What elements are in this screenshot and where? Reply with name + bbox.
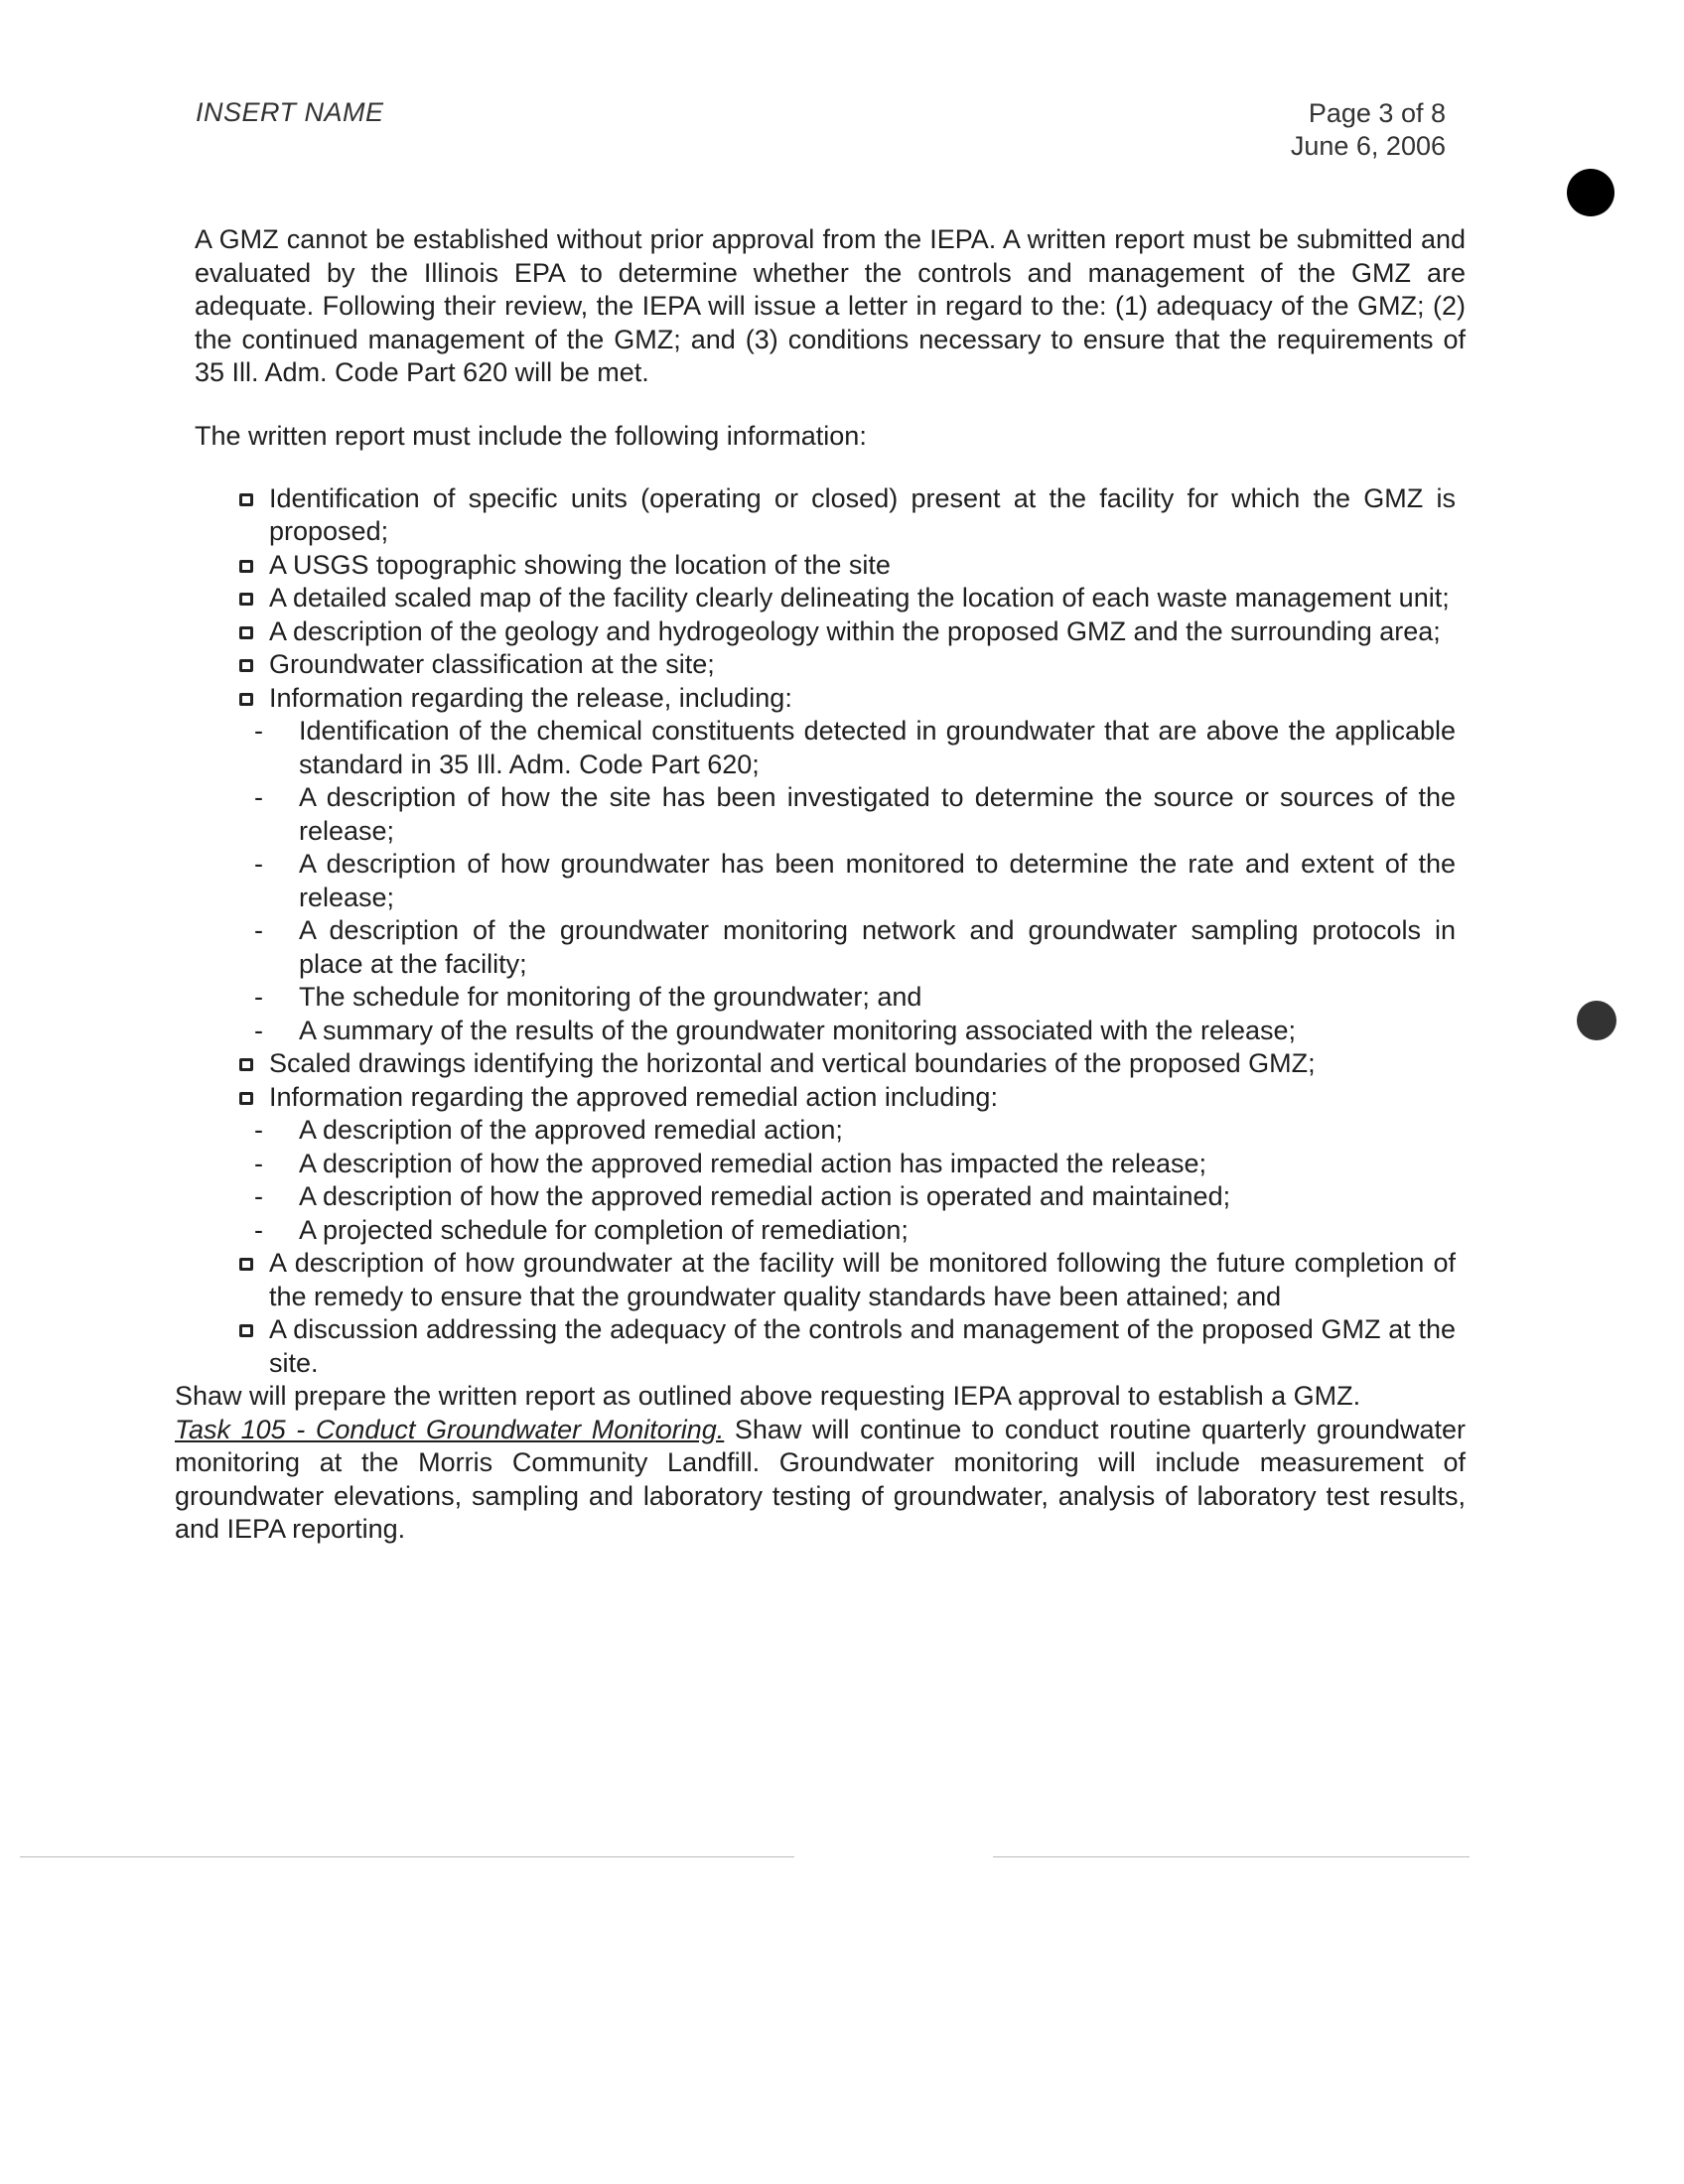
checkbox-icon xyxy=(239,1324,253,1337)
checkbox-icon xyxy=(239,1058,253,1071)
header-name: INSERT NAME xyxy=(196,97,384,127)
checklist-item: A detailed scaled map of the facility clearly delineating the location of each waste management unit; xyxy=(175,582,1456,615)
sublist-item: - A description of how the approved remedial action has impacted the release; xyxy=(254,1148,1456,1181)
release-sublist xyxy=(254,715,1456,1047)
checklist-item: Information regarding the release, including: - Identification of the chemical constituents detected in groundwater that are above the applicable standard in 35 Ill. Adm. Code Part 620; - A description of how the site has been investigated to determine the source or sources of the release; - A description of how groundwater has been monitored to determine the rate and extent of the release; - A description of the groundwater monitoring network and groundwater sampling protocols in place at the facility; - The schedule for monitoring of the groundwater; and - A summary of the results of the groundwater monitoring associated with the release; xyxy=(175,682,1456,1048)
checkbox-icon xyxy=(239,493,253,506)
checklist-item: A USGS topographic showing the location of the site xyxy=(175,549,1456,583)
checklist-item: A description of the geology and hydrogeology within the proposed GMZ and the surrounding area; xyxy=(175,615,1456,649)
checklist-item: A discussion addressing the adequacy of the controls and management of the proposed GMZ at the site. xyxy=(175,1313,1456,1380)
sublist-item: - A description of the groundwater monitoring network and groundwater sampling protocols in place at the facility; xyxy=(254,914,1456,981)
task-text: Shaw will continue to conduct routine quarterly groundwater monitoring at the Morris Community Landfill. Groundwater monitoring will include measurement of groundwater elevations, sampling and laboratory testing of groundwater, analysis of laboratory test results, and IEPA reporting. xyxy=(175,1414,1466,1544)
sublist-item: - A summary of the results of the groundwater monitoring associated with the release; xyxy=(254,1015,1456,1048)
sublist-item: - A description of how groundwater has been monitored to determine the rate and extent of the release; xyxy=(254,848,1456,914)
punch-hole-mark xyxy=(1567,169,1614,216)
report-intro: The written report must include the following information: xyxy=(195,420,867,451)
header-date: June 6, 2006 xyxy=(1290,131,1446,161)
report-checklist xyxy=(175,482,1466,1381)
page-number: Page 3 of 8 xyxy=(1308,98,1446,128)
checklist-item: Groundwater classification at the site; xyxy=(175,648,1456,682)
checklist-item: A description of how groundwater at the facility will be monitored following the future completion of the remedy to ensure that the groundwater quality standards have been attained; and xyxy=(175,1247,1456,1313)
sublist-item: - A description of how the approved remedial action is operated and maintained; xyxy=(254,1180,1456,1214)
shaw-report-paragraph: Shaw will prepare the written report as outlined above requesting IEPA approval to establish a GMZ. xyxy=(175,1381,1361,1411)
header-right xyxy=(1291,97,1446,163)
task-title: Task 105 - Conduct Groundwater Monitoring. xyxy=(175,1414,725,1444)
scan-artifact xyxy=(20,1856,794,1857)
checklist-item: Identification of specific units (operating or closed) present at the facility for which the GMZ is proposed; xyxy=(175,482,1456,549)
sublist-item: - The schedule for monitoring of the groundwater; and xyxy=(254,981,1456,1015)
checklist-item: Scaled drawings identifying the horizontal and vertical boundaries of the proposed GMZ; xyxy=(175,1047,1456,1081)
punch-hole-mark xyxy=(1577,1001,1616,1040)
checkbox-icon xyxy=(239,560,253,573)
document-body xyxy=(175,223,1466,1547)
checkbox-icon xyxy=(239,693,253,706)
checkbox-icon xyxy=(239,659,253,672)
sublist-item: - A description of the approved remedial action; xyxy=(254,1114,1456,1148)
remedial-sublist xyxy=(254,1114,1456,1247)
checkbox-icon xyxy=(239,593,253,606)
checkbox-icon xyxy=(239,626,253,639)
sublist-item: - A description of how the site has been investigated to determine the source or sources of the release; xyxy=(254,781,1456,848)
checkbox-icon xyxy=(239,1092,253,1105)
sublist-item: - A projected schedule for completion of remediation; xyxy=(254,1214,1456,1248)
checklist-item: Information regarding the approved remedial action including: - A description of the approved remedial action; - A description of how the approved remedial action has impacted the release; - A description of how the approved remedial action is operated and maintained; - A projected schedule for completion of remediation; xyxy=(175,1081,1456,1248)
gmz-approval-paragraph: A GMZ cannot be established without prior approval from the IEPA. A written report must be submitted and evaluated by the Illinois EPA to determine whether the controls and management of the GMZ are adequate. Following their review, the IEPA will issue a letter in regard to the: (1) adequacy of the GMZ; (2) the continued management of the GMZ; and (3) conditions necessary to ensure that the requirements of 35 Ill. Adm. Code Part 620 will be met. xyxy=(195,224,1466,387)
checkbox-icon xyxy=(239,1258,253,1271)
scan-artifact xyxy=(993,1856,1470,1857)
sublist-item: - Identification of the chemical constituents detected in groundwater that are above the applicable standard in 35 Ill. Adm. Code Part 620; xyxy=(254,715,1456,781)
task-105-paragraph xyxy=(175,1414,1466,1547)
